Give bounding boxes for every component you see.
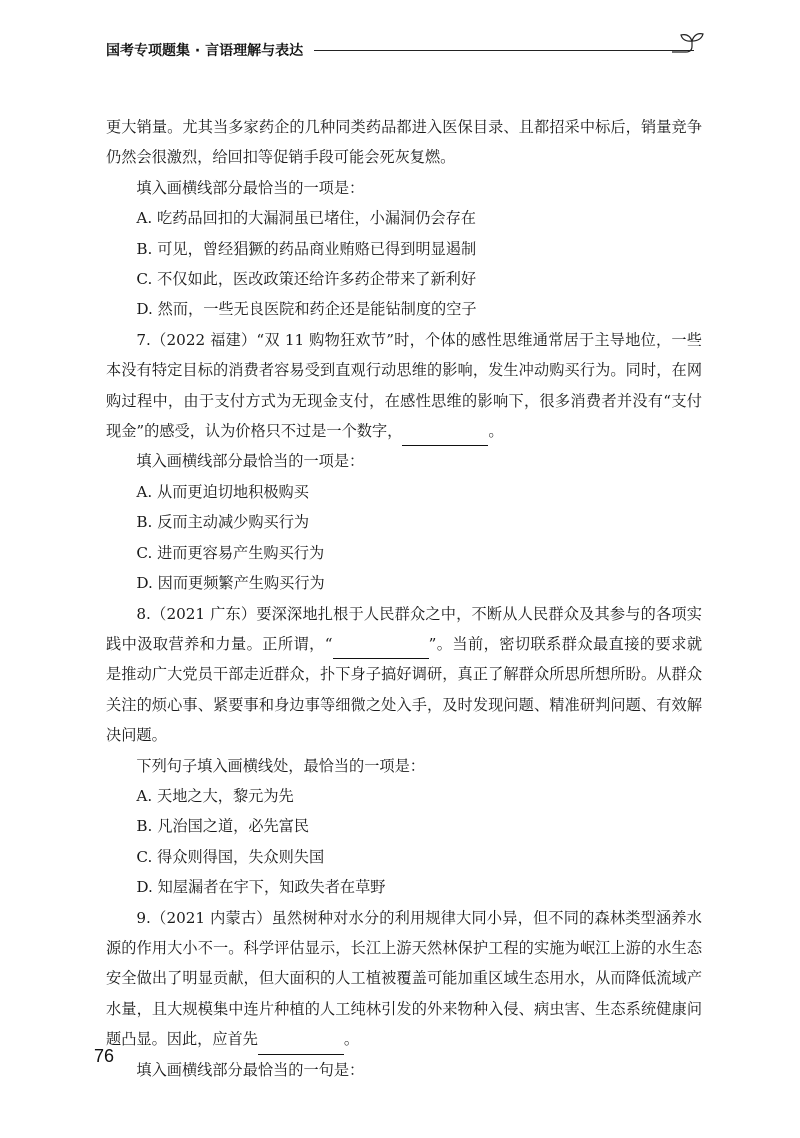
question-8-option-b: B. 凡治国之道，必先富民 — [136, 817, 310, 836]
header-title: 国考专项题集 · 言语理解与表达 — [106, 43, 304, 59]
question-8-text-end: ”。当前，密切联系群众最直接的要求就是推动广大党员干部走近群众，扑下身子搞好调研，真正了解群众所思所想所盼。从群众关注的烦心事、紧要事和身边事等细微之处入手，及时发现问题、精准研判问题、有效解决问题。 — [106, 634, 703, 745]
answer-blank — [402, 430, 488, 447]
page-content — [106, 112, 702, 1085]
question-7-passage — [106, 325, 702, 447]
question-7-text: 7.（2022 福建）“双 11 购物狂欢节”时，个体的感性思维通常居于主导地位，一些本没有特定目标的消费者容易受到直观行动思维的影响，发生冲动购买行为。同时，在网购过程中，由于支付方式为无现金支付，在感性思维的影响下，很多消费者并没有“支付现金”的感受，认为价格只不过是一个数字， — [106, 330, 702, 441]
question-7-option-b: B. 反而主动减少购买行为 — [136, 513, 310, 532]
question-7-option-a: A. 从而更迫切地积极购买 — [136, 482, 309, 501]
question-7-text-end: 。 — [488, 422, 504, 441]
question-8-passage — [106, 599, 702, 751]
question-prompt: 填入画横线部分最恰当的一项是： — [136, 178, 365, 197]
question-8-text: 8.（2021 广东）要深深地扎根于人民群众之中，不断从人民群众及其参与的各项实践中汲取营养和力量。正所谓，“ — [106, 604, 702, 653]
answer-blank — [333, 642, 429, 659]
running-header — [106, 38, 706, 68]
question-8-prompt: 下列句子填入画横线处，最恰当的一项是： — [136, 756, 425, 775]
question-9-prompt: 填入画横线部分最恰当的一句是： — [136, 1060, 365, 1079]
option-c: C. 不仅如此，医改政策还给许多药企带来了新利好 — [136, 270, 477, 289]
question-8-option-a: A. 天地之大，黎元为先 — [136, 786, 294, 805]
header-rule — [314, 50, 694, 51]
page-number: 76 — [94, 1046, 115, 1066]
question-7-option-c: C. 进而更容易产生购买行为 — [136, 543, 325, 562]
option-a: A. 吃药品回扣的大漏洞虽已堵住，小漏洞仍会存在 — [136, 209, 476, 228]
question-9-passage — [106, 903, 702, 1055]
continued-passage: 更大销量。尤其当多家药企的几种同类药品都进入医保目录、且都招采中标后，销量竞争仍然会很激烈，给回扣等促销手段可能会死灰复燃。 — [106, 118, 702, 167]
question-9-text: 9.（2021 内蒙古）虽然树种对水分的利用规律大同小异，但不同的森林类型涵养水源的作用大小不一。科学评估显示，长江上游天然林保护工程的实施为岷江上游的水生态安全做出了明显贡献，但大面积的人工植被覆盖可能加重区域生态用水，从而降低流域产水量，且大规模集中连片种植的人工纯林引发的外来物种入侵、病虫害、生态系统健康问题凸显。因此，应首先 — [106, 908, 702, 1049]
answer-blank — [258, 1038, 344, 1055]
option-d: D. 然而，一些无良医院和药企还是能钻制度的空子 — [136, 300, 477, 319]
sprout-icon — [672, 32, 706, 58]
question-7-option-d: D. 因而更频繁产生购买行为 — [136, 574, 325, 593]
question-7-prompt: 填入画横线部分最恰当的一项是： — [136, 452, 365, 471]
question-8-option-d: D. 知屋漏者在宇下，知政失者在草野 — [136, 878, 386, 897]
option-b: B. 可见，曾经猖獗的药品商业贿赂已得到明显遏制 — [136, 239, 477, 258]
question-8-option-c: C. 得众则得国，失众则失国 — [136, 847, 325, 866]
question-9-text-end: 。 — [343, 1030, 360, 1049]
